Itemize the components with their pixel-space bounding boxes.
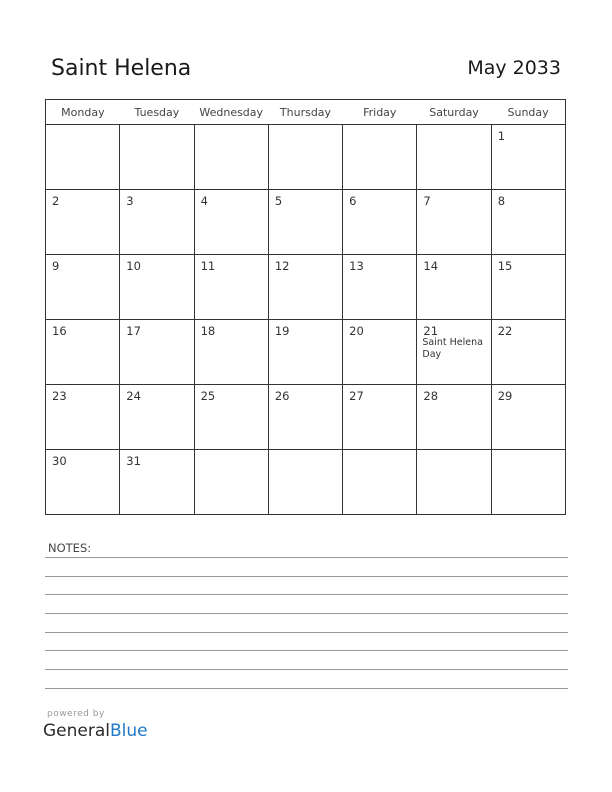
- day-cell: [194, 190, 268, 255]
- calendar-month: May 2033: [467, 57, 561, 79]
- day-number: 28: [423, 389, 439, 403]
- day-number: 22: [497, 324, 513, 338]
- day-cell: [268, 320, 342, 385]
- day-cell: [343, 320, 417, 385]
- day-number: 24: [126, 389, 141, 403]
- day-cell: [343, 385, 417, 450]
- day-cell: [268, 450, 342, 515]
- brand-general: General: [43, 721, 110, 741]
- weekday-header: Sunday: [491, 100, 565, 125]
- weekday-header: Tuesday: [120, 100, 194, 125]
- week-row: [46, 385, 566, 450]
- day-number: 17: [126, 324, 141, 338]
- day-number: 13: [349, 259, 364, 273]
- day-number: 23: [52, 389, 67, 403]
- day-cell: [343, 450, 417, 515]
- weekday-header-row: [46, 100, 566, 125]
- day-number: 4: [200, 194, 208, 208]
- week-row: [46, 450, 566, 515]
- day-number: 3: [126, 194, 134, 208]
- day-cell: [417, 125, 491, 190]
- day-number: 9: [52, 259, 60, 273]
- day-cell: [46, 385, 120, 450]
- day-cell: [491, 450, 565, 515]
- day-cell: [343, 125, 417, 190]
- day-cell: [120, 385, 194, 450]
- day-cell: [268, 190, 342, 255]
- day-number: 27: [349, 389, 364, 403]
- day-number: 26: [274, 389, 290, 403]
- day-number: 16: [52, 324, 67, 338]
- day-number: 12: [274, 259, 290, 273]
- note-line: [45, 688, 568, 689]
- day-number: 19: [274, 324, 290, 338]
- week-row: [46, 190, 566, 255]
- day-cell: [120, 125, 194, 190]
- brand-blue: Blue: [110, 721, 148, 741]
- day-number: 14: [423, 259, 439, 273]
- weekday-header: Monday: [46, 100, 120, 125]
- day-cell: [417, 450, 491, 515]
- generalblue-logo: [43, 721, 148, 741]
- powered-by-text: powered by: [47, 709, 105, 719]
- day-cell: [46, 125, 120, 190]
- day-number: 5: [274, 194, 283, 208]
- day-cell: [491, 320, 565, 385]
- day-cell: [491, 190, 565, 255]
- week-row: [46, 320, 566, 385]
- day-cell: [46, 255, 120, 320]
- day-number: 20: [349, 324, 364, 338]
- day-number: 30: [52, 454, 67, 468]
- day-cell: [194, 255, 268, 320]
- note-line: [45, 650, 568, 651]
- day-number: 31: [126, 454, 141, 468]
- day-cell: [194, 320, 268, 385]
- day-cell: [120, 190, 194, 255]
- day-cell: [491, 125, 565, 190]
- day-cell: [194, 450, 268, 515]
- day-cell: [46, 190, 120, 255]
- day-number: 15: [497, 259, 513, 273]
- day-cell: [417, 320, 491, 385]
- day-number: 10: [126, 259, 141, 273]
- day-cell: [343, 190, 417, 255]
- day-cell: [120, 450, 194, 515]
- day-cell: [194, 125, 268, 190]
- note-line: [45, 632, 568, 633]
- weekday-header: Friday: [343, 100, 417, 125]
- weekday-header: Wednesday: [194, 100, 268, 125]
- day-number: 6: [349, 194, 357, 208]
- day-number: 25: [200, 389, 216, 403]
- note-line: [45, 613, 568, 614]
- day-cell: [268, 255, 342, 320]
- calendar-title: Saint Helena: [51, 56, 192, 81]
- day-cell: [194, 385, 268, 450]
- day-number: 11: [200, 259, 216, 273]
- note-line: [45, 594, 568, 595]
- week-row: [46, 125, 566, 190]
- holiday-label: Saint Helena Day: [422, 337, 483, 360]
- weekday-header: Thursday: [268, 100, 342, 125]
- day-number: 7: [423, 194, 431, 208]
- notes-label: NOTES:: [48, 541, 92, 555]
- day-number: 8: [497, 194, 506, 208]
- day-cell: [46, 320, 120, 385]
- week-row: [46, 255, 566, 320]
- note-line: [45, 669, 568, 670]
- day-cell: [417, 190, 491, 255]
- day-number: 21: [423, 324, 439, 338]
- day-number: 29: [497, 389, 513, 403]
- day-cell: [491, 255, 565, 320]
- day-cell: [120, 255, 194, 320]
- calendar-grid: [45, 99, 566, 515]
- day-cell: [417, 255, 491, 320]
- day-cell: [491, 385, 565, 450]
- day-number: 18: [200, 324, 216, 338]
- day-cell: [46, 450, 120, 515]
- day-number: 1: [497, 129, 506, 143]
- day-cell: [268, 125, 342, 190]
- day-cell: [417, 385, 491, 450]
- day-cell: [343, 255, 417, 320]
- weekday-header: Saturday: [417, 100, 491, 125]
- day-number: 2: [52, 194, 60, 208]
- day-cell: [120, 320, 194, 385]
- note-line: [45, 576, 568, 577]
- note-line: [45, 557, 568, 558]
- day-cell: [268, 385, 342, 450]
